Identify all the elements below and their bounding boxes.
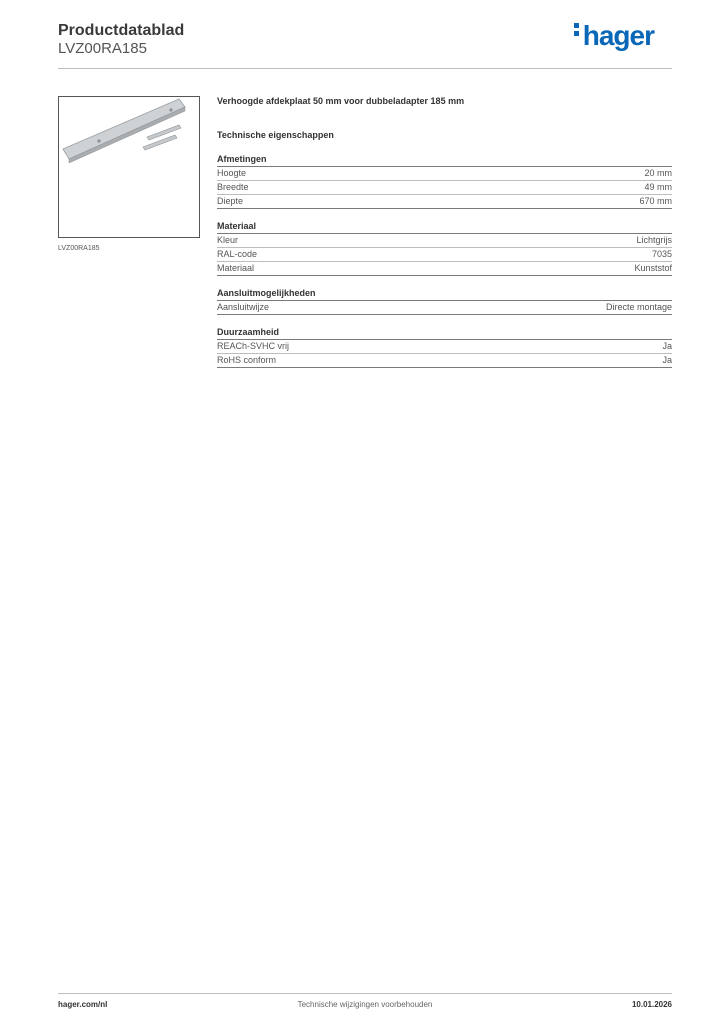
section-title: Technische eigenschappen (217, 130, 334, 140)
spec-row (217, 167, 672, 181)
spec-row (217, 354, 672, 368)
spec-value: 670 mm (639, 196, 672, 206)
group-title: Duurzaamheid (217, 327, 672, 340)
spec-value: Directe montage (605, 302, 672, 312)
group-title: Materiaal (217, 221, 672, 234)
spec-group-duurzaamheid (217, 327, 672, 368)
spec-value: 7035 (651, 249, 672, 259)
image-caption: LVZ00RA185 (58, 245, 100, 252)
spec-group-materiaal (217, 221, 672, 276)
spec-row (217, 181, 672, 195)
document-title: Productdatablad (58, 22, 185, 39)
footer-date: 10.01.2026 (631, 1000, 672, 1009)
spec-label: RAL-code (217, 249, 258, 259)
spec-label: Materiaal (217, 263, 255, 273)
logo-text: hager (582, 20, 654, 51)
product-code: LVZ00RA185 (58, 40, 147, 57)
spec-row (217, 262, 672, 276)
spec-row (217, 234, 672, 248)
spec-value: 49 mm (644, 182, 672, 192)
spec-label: Kleur (217, 235, 239, 245)
spec-label: RoHS conform (217, 355, 277, 365)
spec-value: Lichtgrijs (636, 235, 672, 245)
spec-value: Ja (662, 341, 672, 351)
spec-label: Diepte (217, 196, 244, 206)
spec-row (217, 301, 672, 315)
logo-dots-icon (574, 20, 580, 39)
spec-row (217, 195, 672, 209)
cover-plate-icon (59, 97, 199, 237)
spec-label: Breedte (217, 182, 249, 192)
spec-value: Kunststof (634, 263, 672, 273)
footer-website-link[interactable]: hager.com/nl (58, 1000, 108, 1009)
spec-content (217, 96, 672, 368)
spec-label: Hoogte (217, 168, 247, 178)
spec-label: REACh-SVHC vrij (217, 341, 290, 351)
group-title: Aansluitmogelijkheden (217, 288, 672, 301)
spec-group-afmetingen (217, 154, 672, 209)
spec-label: Aansluitwijze (217, 302, 270, 312)
footer-disclaimer: Technische wijzigingen voorbehouden (297, 1000, 433, 1009)
product-image (58, 96, 200, 238)
group-title: Afmetingen (217, 154, 672, 167)
page-header (58, 20, 672, 69)
hager-logo (574, 20, 654, 52)
spec-group-aansluitmogelijkheden (217, 288, 672, 315)
product-name: Verhoogde afdekplaat 50 mm voor dubbeladapter 185 mm (217, 96, 465, 106)
spec-value: 20 mm (644, 168, 672, 178)
page-footer (58, 993, 672, 1009)
spec-row (217, 340, 672, 354)
spec-value: Ja (662, 355, 672, 365)
spec-row (217, 248, 672, 262)
